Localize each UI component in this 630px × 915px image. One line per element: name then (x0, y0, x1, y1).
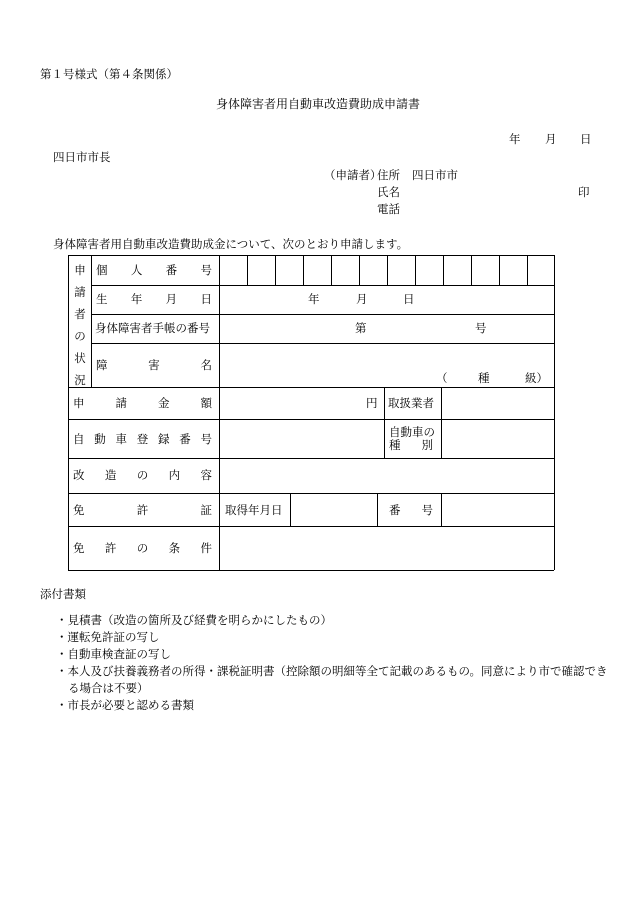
vehicle-type-label-line2: 種 別 (389, 438, 433, 452)
handbook-prefix: 第 (355, 321, 367, 335)
address-value: 四日市市 (412, 168, 458, 182)
form-number: 第１号様式（第４条関係） (40, 67, 178, 81)
personal-number-digit-12[interactable] (528, 256, 554, 285)
date-day-label: 日 (580, 132, 592, 146)
applicant-label: （申請者） (324, 168, 382, 182)
vehicle-type-label-line1: 自動車の (389, 425, 435, 439)
request-amount-label: 申 請 金 額 (73, 396, 212, 410)
acquired-date-label: 取得年月日 (225, 503, 283, 517)
attachments-heading: 添付書類 (40, 587, 86, 601)
personal-number-digit-2[interactable] (248, 256, 275, 285)
form-title: 身体障害者用自動車改造費助成申請書 (216, 97, 421, 111)
list-item: ・市長が必要と認める書類 (56, 698, 194, 712)
dealer-field[interactable] (442, 388, 554, 419)
handbook-number-label: 身体障害者手帳の番号 (95, 321, 210, 335)
license-conditions-label: 免 許 の 条 件 (73, 541, 212, 555)
intro-text: 身体障害者用自動車改造費助成金について、次のとおり申請します。 (53, 237, 409, 251)
personal-number-digit-11[interactable] (500, 256, 527, 285)
birth-date-label: 生 年 月 日 (96, 292, 212, 306)
license-number-field[interactable] (442, 494, 554, 526)
handbook-suffix: 号 (475, 321, 487, 335)
personal-number-digit-9[interactable] (444, 256, 471, 285)
dealer-label: 取扱業者 (388, 396, 434, 410)
name-label: 氏名 (377, 185, 400, 199)
license-conditions-field[interactable] (220, 527, 554, 570)
addressee: 四日市市長 (53, 150, 111, 164)
seal-mark: 印 (578, 185, 590, 199)
list-item: ・自動車検査証の写し (56, 647, 171, 661)
personal-number-digit-8[interactable] (416, 256, 443, 285)
personal-number-digit-10[interactable] (472, 256, 499, 285)
modification-content-label: 改 造 の 内 容 (73, 468, 212, 482)
personal-number-label: 個 人 番 号 (96, 263, 212, 277)
personal-number-digit-1[interactable] (220, 256, 247, 285)
personal-number-digit-4[interactable] (304, 256, 331, 285)
yen-unit: 円 (366, 396, 378, 410)
registration-number-label: 自 動 車 登 録 番 号 (73, 432, 212, 446)
personal-number-digit-3[interactable] (276, 256, 303, 285)
acquired-date-field[interactable] (291, 494, 377, 526)
birth-day-label: 日 (403, 292, 415, 306)
disability-name-label: 障 害 名 (96, 358, 212, 372)
list-item: ・見積書（改造の箇所及び経費を明らかにしたもの） (56, 613, 332, 627)
date-month-label: 月 (545, 132, 557, 146)
personal-number-digit-7[interactable] (388, 256, 415, 285)
personal-number-digit-5[interactable] (332, 256, 359, 285)
birth-month-label: 月 (356, 292, 368, 306)
vehicle-type-field[interactable] (442, 420, 554, 458)
license-number-label: 番 号 (389, 503, 433, 517)
personal-number-digit-6[interactable] (360, 256, 387, 285)
grade-open: （ (436, 371, 448, 385)
birth-year-label: 年 (308, 292, 320, 306)
list-item: ・運転免許証の写し (56, 630, 160, 644)
grade-type: 種 (478, 371, 490, 385)
phone-label: 電話 (377, 202, 400, 216)
modification-content-field[interactable] (220, 459, 554, 493)
applicant-status-label: 申 請 者 の 状 況 (74, 263, 86, 387)
license-label: 免 許 証 (73, 503, 212, 517)
disability-name-field[interactable] (220, 344, 554, 387)
address-label: 住所 (377, 168, 400, 182)
list-item: ・本人及び扶養義務者の所得・課税証明書（控除額の明細等全て記載のあるもの。同意により市で確認できる場合は不要） (56, 664, 608, 695)
registration-number-field[interactable] (220, 420, 384, 458)
date-year-label: 年 (509, 132, 521, 146)
grade-level: 級） (525, 371, 548, 385)
request-amount-field[interactable] (220, 388, 360, 419)
